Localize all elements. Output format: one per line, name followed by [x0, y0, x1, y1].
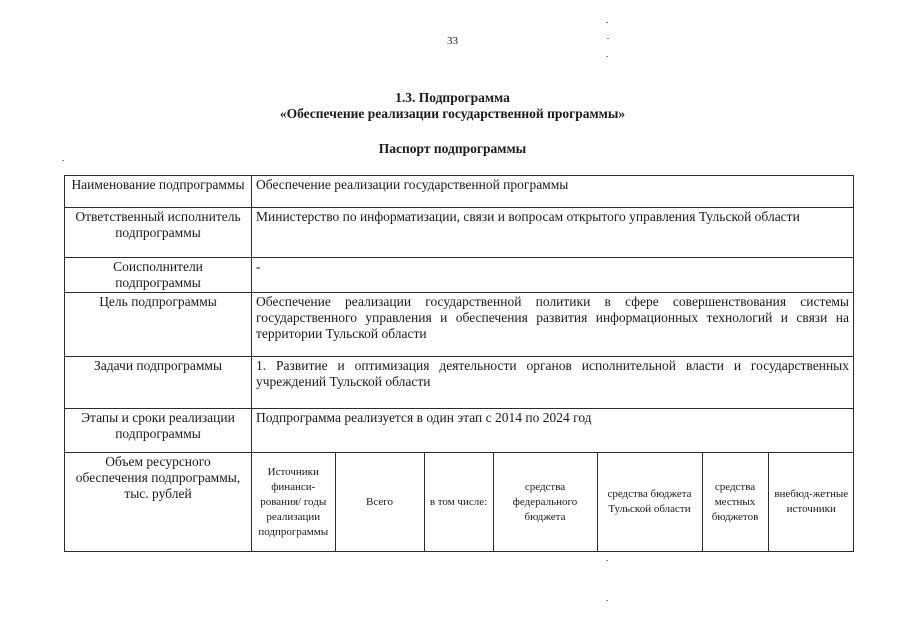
table-row — [65, 293, 854, 357]
row-value-responsible: Министерство по информатизации, связи и вопросам открытого управления Тульской области — [252, 208, 854, 258]
table-row — [65, 453, 854, 552]
row-label-tasks: Задачи подпрограммы — [65, 357, 252, 409]
page-number: 33 — [447, 35, 458, 47]
heading-number: 1.3. Подпрограмма — [395, 90, 510, 105]
row-value-goal: Обеспечение реализации государственной политики в сфере совершенствования системы государственного управления и обеспечения развития информационных технологий и связи на территории Тульской области — [252, 293, 854, 357]
row-value-name: Обеспечение реализации государственной программы — [252, 176, 854, 208]
table-row — [65, 208, 854, 258]
scan-speck — [62, 160, 64, 161]
col-federal-budget: средства федерального бюджета — [493, 453, 597, 551]
passport-title: Паспорт подпрограммы — [378, 141, 527, 156]
table-row — [65, 357, 854, 409]
row-value-stages: Подпрограмма реализуется в один этап с 2014 по 2024 год — [252, 409, 854, 453]
scan-speck — [606, 22, 608, 23]
scan-speck — [606, 560, 608, 561]
row-label-responsible: Ответственный исполнитель подпрограммы — [65, 208, 252, 258]
table-row — [65, 258, 854, 293]
scan-speck — [606, 600, 608, 601]
row-label-stages: Этапы и сроки реализации подпрограммы — [65, 409, 252, 453]
col-funding-sources: Источники финанси-рования/ годы реализации подпрограммы — [252, 453, 335, 551]
col-tula-budget: средства бюджета Тульской области — [597, 453, 702, 551]
row-label-goal: Цель подпрограммы — [65, 293, 252, 357]
resources-cell — [252, 453, 854, 552]
row-label-coexecutors: Соисполнители подпрограммы — [65, 258, 252, 293]
table-row — [65, 409, 854, 453]
col-including: в том числе: — [424, 453, 493, 551]
row-value-tasks: 1. Развитие и оптимизация деятельности органов исполнительной власти и государственных учреждений Тульской области — [252, 357, 854, 409]
row-label-resources: Объем ресурсного обеспечения подпрограммы, тыс. рублей — [65, 453, 252, 552]
subprogram-heading — [0, 90, 905, 122]
scan-speck — [607, 38, 609, 39]
passport-table — [64, 175, 854, 552]
row-label-name: Наименование подпрограммы — [65, 176, 252, 208]
col-local-budgets: средства местных бюджетов — [702, 453, 768, 551]
scan-speck — [606, 56, 608, 57]
resources-header-row — [252, 453, 854, 551]
resources-table — [252, 453, 854, 551]
row-value-coexecutors: - — [252, 258, 854, 293]
table-row — [65, 176, 854, 208]
heading-title: «Обеспечение реализации государственной программы» — [279, 106, 626, 121]
col-extrabudgetary: внебюд-жетные источники — [774, 488, 849, 515]
col-total: Всего — [335, 453, 424, 551]
